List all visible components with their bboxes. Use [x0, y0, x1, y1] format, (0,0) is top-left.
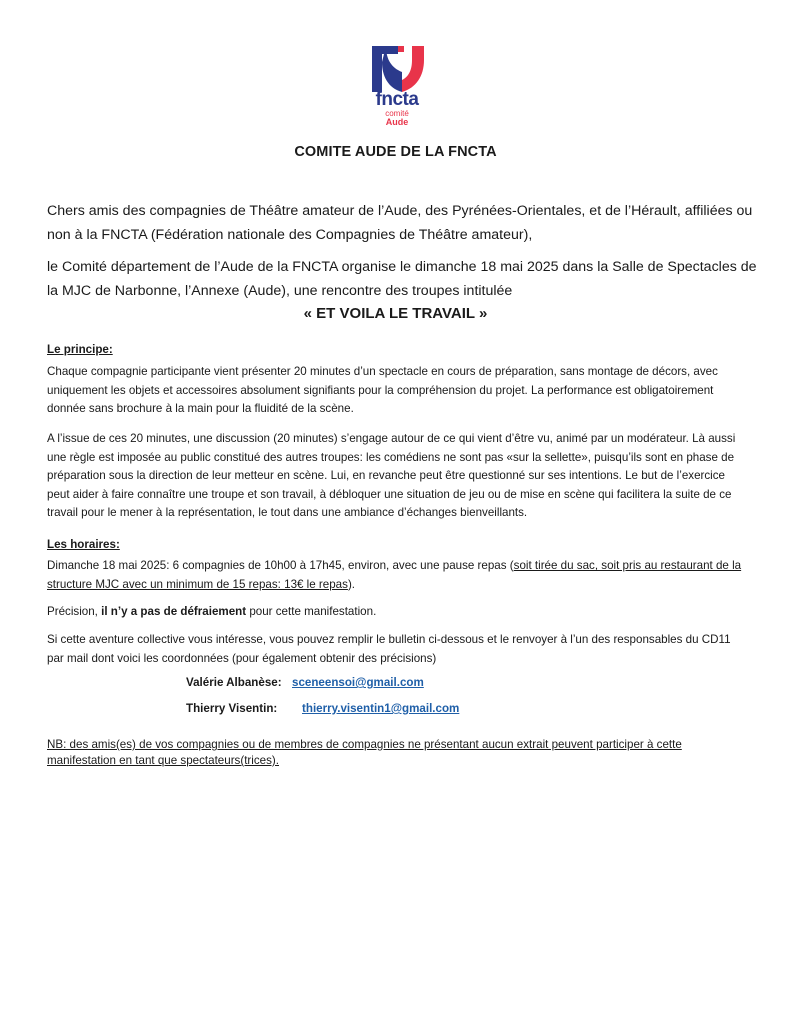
logo-subtitle-comite: comité	[385, 109, 409, 118]
schedule-paragraph	[47, 557, 747, 594]
intro-paragraph-2: le Comité département de l’Aude de la FNCTA organise le dimanche 18 mai 2025 dans la Salle de Spectacles de la MJC de Narbonne, l’Annexe (Aude), une rencontre des troupes intitulée	[47, 259, 757, 299]
fncta-logo	[366, 46, 428, 128]
principle-paragraph-1: Chaque compagnie participante vient présenter 20 minutes d’un spectacle en cours de préparation, sans montage de décors, avec uniquement les objets et accessoires absolument signifiants pour la compréhension du projet. La performance est obligatoirement donnée sans brochure à la main pour la fluidité de la scène.	[47, 365, 718, 415]
logo-subtitle-aude: Aude	[385, 117, 409, 127]
contact-email-link-1[interactable]: sceneensoi@gmail.com	[292, 676, 424, 689]
precision-text-start: Précision,	[47, 605, 102, 618]
schedule-heading: Les horaires:	[47, 538, 120, 551]
fncta-logo-mark-icon	[372, 46, 424, 92]
contact-email-link-2[interactable]: thierry.visentin1@gmail.com	[302, 702, 460, 715]
contact-paragraph: Si cette aventure collective vous intéresse, vous pouvez remplir le bulletin ci-dessous et le renvoyer à l’un des responsables du CD11 par mail dont voici les coordonnées (pour également obtenir des précisions)	[47, 633, 731, 665]
principle-heading: Le principe:	[47, 343, 113, 356]
schedule-text-end: ).	[347, 577, 356, 591]
contact-name-1: Valérie Albanèse:	[186, 676, 282, 689]
contact-name-2: Thierry Visentin:	[186, 702, 278, 715]
schedule-meal-note: soit tirée du sac, soit pris au restaurant de la structure MJC avec un minimum de 15 repas: 13€ le repas	[47, 559, 742, 591]
principle-paragraph-2: A l’issue de ces 20 minutes, une discussion (20 minutes) s’engage autour de ce qui vient d’être vu, animé par un modérateur. Là aussi une règle est imposée au public constitué des autres troupes: les comédiens ne sont pas «sur la sellette», puisqu’ils sont en phase de préparation sous la direction de leur metteur en scène. Lui, en revanche peut être questionné sur ses intentions. Le but de l’exercice peut aider à faire connaître une troupe et son travail, à débloquer une situation de jeu ou de mise en scène qui facilitera la suite de ce travail pour le mener à la représentation, le tout dans une ambiance d’échanges bienveillants.	[47, 432, 736, 519]
schedule-text-start: Dimanche 18 mai 2025: 6 compagnies de 10h00 à 17h45, environ, avec une pause repas (	[47, 559, 514, 572]
logo-brand-text: fncta	[375, 89, 419, 110]
intro-paragraph-1: Chers amis des compagnies de Théâtre amateur de l’Aude, des Pyrénées-Orientales, et de l’Hérault, affiliées ou non à la FNCTA (Fédération nationale des Compagnies de Théâtre amateur),	[47, 203, 753, 243]
precision-text-end: pour cette manifestation.	[246, 605, 377, 618]
precision-bold-text: il n’y a pas de défraiement	[101, 605, 247, 618]
precision-paragraph	[47, 603, 747, 622]
event-title: « ET VOILA LE TRAVAIL »	[303, 305, 488, 322]
document-title: COMITE AUDE DE LA FNCTA	[294, 144, 497, 160]
nb-note: NB: des amis(es) de vos compagnies ou de membres de compagnies ne présentant aucun extrait peuvent participer à cette manifestation en tant que spectateurs(trices).	[47, 738, 682, 767]
